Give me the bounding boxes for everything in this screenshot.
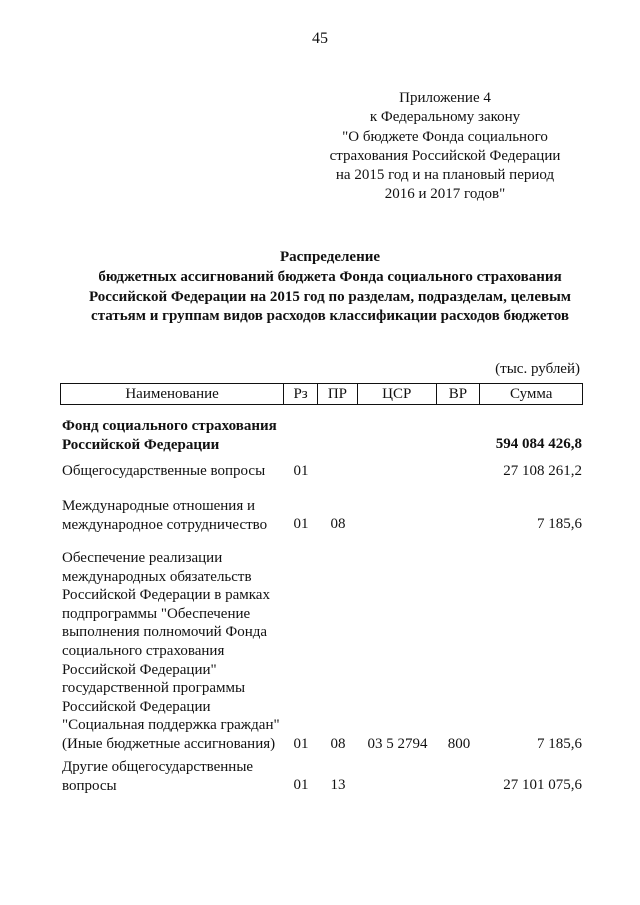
row-pr: 13 bbox=[330, 777, 346, 794]
document-title bbox=[40, 248, 620, 327]
row-name-line: вопросы bbox=[62, 777, 117, 794]
appendix-note bbox=[300, 89, 590, 205]
row-sum: 27 108 261,2 bbox=[503, 463, 582, 480]
title-line: Распределение bbox=[279, 249, 381, 265]
header-sum: Сумма bbox=[509, 386, 553, 402]
title-line: бюджетных ассигнований бюджета Фонда социального страхования bbox=[98, 268, 562, 285]
row-name-line: международное сотрудничество bbox=[62, 516, 268, 533]
row-name bbox=[62, 497, 284, 534]
row-pr: 08 bbox=[330, 516, 346, 533]
table-header bbox=[60, 383, 583, 405]
row-name-line: (Иные бюджетные ассигнования) bbox=[62, 735, 276, 752]
row-name bbox=[62, 417, 284, 454]
row-name-line: Российской Федерации bbox=[62, 436, 220, 453]
appendix-line: "О бюджете Фонда социального bbox=[342, 128, 548, 145]
title-line: Российской Федерации на 2015 год по разделам, подразделам, целевым bbox=[88, 288, 572, 305]
appendix-line: на 2015 год и на плановый период bbox=[335, 167, 555, 184]
row-name-line: социального страхования bbox=[62, 642, 225, 659]
table-row bbox=[60, 497, 583, 534]
row-rz: 01 bbox=[293, 463, 309, 480]
appendix-line: 2016 и 2017 годов" bbox=[384, 186, 506, 203]
budget-table bbox=[60, 383, 583, 794]
appendix-line: страхования Российской Федерации bbox=[329, 147, 561, 164]
page-number: 45 bbox=[312, 30, 328, 47]
row-rz: 01 bbox=[293, 516, 309, 533]
row-name-line: государственной программы bbox=[62, 680, 246, 697]
title-line: статьям и группам видов расходов классификации расходов бюджетов bbox=[91, 308, 569, 325]
row-name bbox=[62, 549, 284, 754]
row-name-line: Общегосударственные вопросы bbox=[62, 463, 266, 479]
table-row bbox=[60, 758, 583, 795]
header-vr: ВР bbox=[437, 384, 481, 404]
header-pr: ПР bbox=[318, 384, 358, 404]
row-name-line: Другие общегосударственные bbox=[62, 759, 254, 775]
header-rz: Рз bbox=[284, 384, 318, 404]
row-sum: 7 185,6 bbox=[537, 516, 582, 533]
row-sum: 27 101 075,6 bbox=[503, 777, 582, 794]
row-vr: 800 bbox=[447, 736, 471, 753]
row-rz: 01 bbox=[293, 736, 309, 753]
row-name-line: международных обязательств bbox=[62, 568, 252, 585]
row-sum: 7 185,6 bbox=[537, 736, 582, 753]
table-row bbox=[60, 417, 583, 454]
row-name-line: Российской Федерации" bbox=[62, 661, 217, 678]
row-name-line: Российской Федерации в рамках bbox=[62, 587, 270, 604]
row-name bbox=[62, 462, 284, 481]
row-name-line: Российской Федерации bbox=[62, 698, 211, 715]
row-csr: 03 5 2794 bbox=[367, 736, 428, 753]
row-name-line: Обеспечение реализации bbox=[62, 550, 223, 566]
row-pr: 08 bbox=[330, 736, 346, 753]
row-name-line: Международные отношения и bbox=[62, 498, 256, 514]
row-name-line: Фонд социального страхования bbox=[62, 418, 277, 434]
table-row bbox=[60, 462, 583, 481]
row-name-line: подпрограммы "Обеспечение bbox=[62, 605, 251, 622]
appendix-line: к Федеральному закону bbox=[369, 109, 521, 126]
appendix-line: Приложение 4 bbox=[399, 90, 491, 106]
units-label: (тыс. рублей) bbox=[495, 361, 580, 377]
row-name bbox=[62, 758, 284, 795]
row-name-line: "Социальная поддержка граждан" bbox=[62, 717, 280, 734]
row-rz: 01 bbox=[293, 777, 309, 794]
row-sum: 594 084 426,8 bbox=[495, 436, 582, 453]
row-name-line: выполнения полномочий Фонда bbox=[62, 624, 268, 641]
table-row bbox=[60, 549, 583, 754]
header-csr: ЦСР bbox=[358, 384, 437, 404]
header-name: Наименование bbox=[61, 384, 284, 404]
